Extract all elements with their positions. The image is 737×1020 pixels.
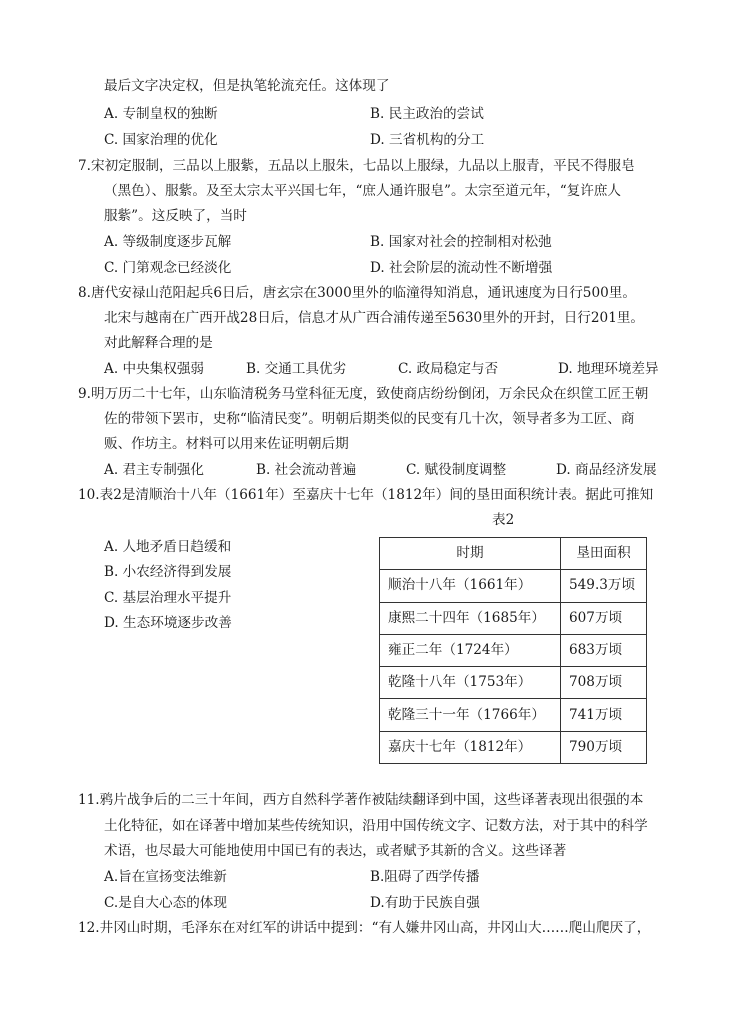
table-cell-area: 741万顷 (561, 699, 647, 731)
table-cell-area: 607万顷 (561, 602, 647, 634)
question-11-line-2: 土化特征，如在译著中增加某些传统知识，沿用中国传统文字、记数方法，对于其中的科学 (104, 818, 648, 834)
question-7-line-3: 服紫”。这反映了，当时 (104, 208, 247, 224)
table-header-row (380, 538, 647, 570)
table-cell-area: 683万顷 (561, 634, 647, 666)
table-caption: 表2 (492, 512, 515, 528)
question-11-line-1: 11.鸦片战争后的二三十年间，西方自然科学著作被陆续翻译到中国，这些译著表现出很强的本 (78, 792, 644, 808)
question-9-line-1: 9.明万历二十七年，山东临清税务马堂科征无度，致使商店纷纷倒闭，万余民众在织筐工匠王朝 (78, 386, 649, 402)
table-row (380, 731, 647, 763)
q11-option-b: B.阻碍了西学传播 (370, 869, 480, 885)
table-cell-area: 708万顷 (561, 667, 647, 699)
question-8-line-3: 对此解释合理的是 (104, 335, 213, 351)
q7-option-b: B. 国家对社会的控制相对松弛 (370, 234, 552, 250)
table-cell-period: 康熙二十四年（1685年） (380, 602, 561, 634)
table-row (380, 667, 647, 699)
question-8-line-1: 8.唐代安禄山范阳起兵6日后，唐玄宗在3000里外的临潼得知消息，通讯速度为日行500里。 (78, 285, 636, 301)
q7-option-a: A. 等级制度逐步瓦解 (104, 234, 232, 250)
table-cell-period: 嘉庆十七年（1812年） (380, 731, 561, 763)
table-cell-area: 790万顷 (561, 731, 647, 763)
question-9-line-2: 佐的带领下罢市，史称“临清民变”。明朝后期类似的民变有几十次，领导者多为工匠、商 (104, 411, 635, 427)
question-11-line-3: 术语，也尽最大可能地使用中国已有的表达，或者赋予其新的含义。这些译著 (104, 843, 567, 859)
q10-option-a: A. 人地矛盾日趋缓和 (104, 539, 232, 555)
q7-option-d: D. 社会阶层的流动性不断增强 (370, 260, 553, 276)
table-cell-period: 雍正二年（1724年） (380, 634, 561, 666)
q11-option-d: D.有助于民族自强 (370, 895, 480, 911)
q9-option-b: B. 社会流动普遍 (256, 462, 357, 478)
table-row (380, 602, 647, 634)
table-header-area: 垦田面积 (561, 538, 647, 570)
q6-option-b: B. 民主政治的尝试 (370, 106, 484, 122)
q6-option-a: A. 专制皇权的独断 (104, 106, 218, 122)
question-10-line-1: 10.表2是清顺治十八年（1661年）至嘉庆十七年（1812年）间的垦田面积统计表。据此可推知 (78, 487, 654, 503)
table-row (380, 699, 647, 731)
q8-option-a: A. 中央集权强弱 (104, 361, 205, 377)
q11-option-c: C.是自大心态的体现 (104, 895, 227, 911)
q10-option-d: D. 生态环境逐步改善 (104, 615, 232, 631)
question-8-line-2: 北宋与越南在广西开战28日后，信息才从广西合浦传递至5630里外的开封，日行201里。 (104, 310, 645, 326)
table-cell-period: 乾隆十八年（1753年） (380, 667, 561, 699)
q7-option-c: C. 门第观念已经淡化 (104, 260, 232, 276)
table-cell-period: 顺治十八年（1661年） (380, 570, 561, 602)
question-9-line-3: 贩、作坊主。材料可以用来佐证明朝后期 (104, 436, 349, 452)
q6-option-c: C. 国家治理的优化 (104, 132, 218, 148)
land-area-table (379, 537, 647, 764)
table-cell-period: 乾隆三十一年（1766年） (380, 699, 561, 731)
q8-option-d: D. 地理环境差异 (558, 361, 659, 377)
question-7-line-1: 7.宋初定服制，三品以上服紫，五品以上服朱，七品以上服绿，九品以上服青，平民不得服皂 (78, 158, 635, 174)
table-header-period: 时期 (380, 538, 561, 570)
q8-option-b: B. 交通工具优劣 (246, 361, 347, 377)
q9-option-d: D. 商品经济发展 (556, 462, 657, 478)
q6-option-d: D. 三省机构的分工 (370, 132, 485, 148)
question-6-stem-tail: 最后文字决定权，但是执笔轮流充任。这体现了 (104, 78, 390, 94)
q10-option-b: B. 小农经济得到发展 (104, 564, 232, 580)
q9-option-c: C. 赋役制度调整 (406, 462, 507, 478)
q10-option-c: C. 基层治理水平提升 (104, 590, 232, 606)
q9-option-a: A. 君主专制强化 (104, 462, 205, 478)
question-12-line-1: 12.井冈山时期，毛泽东在对红军的讲话中提到：“有人嫌井冈山高，井冈山大……爬山爬厌了， (78, 920, 651, 936)
table-cell-area: 549.3万顷 (561, 570, 647, 602)
q11-option-a: A.旨在宣扬变法维新 (104, 869, 227, 885)
table-row (380, 570, 647, 602)
question-7-line-2: （黑色）、服紫。及至太宗太平兴国七年，“庶人通许服皂”。太宗至道元年，“复许庶人 (104, 183, 622, 199)
q8-option-c: C. 政局稳定与否 (398, 361, 499, 377)
table-row (380, 634, 647, 666)
